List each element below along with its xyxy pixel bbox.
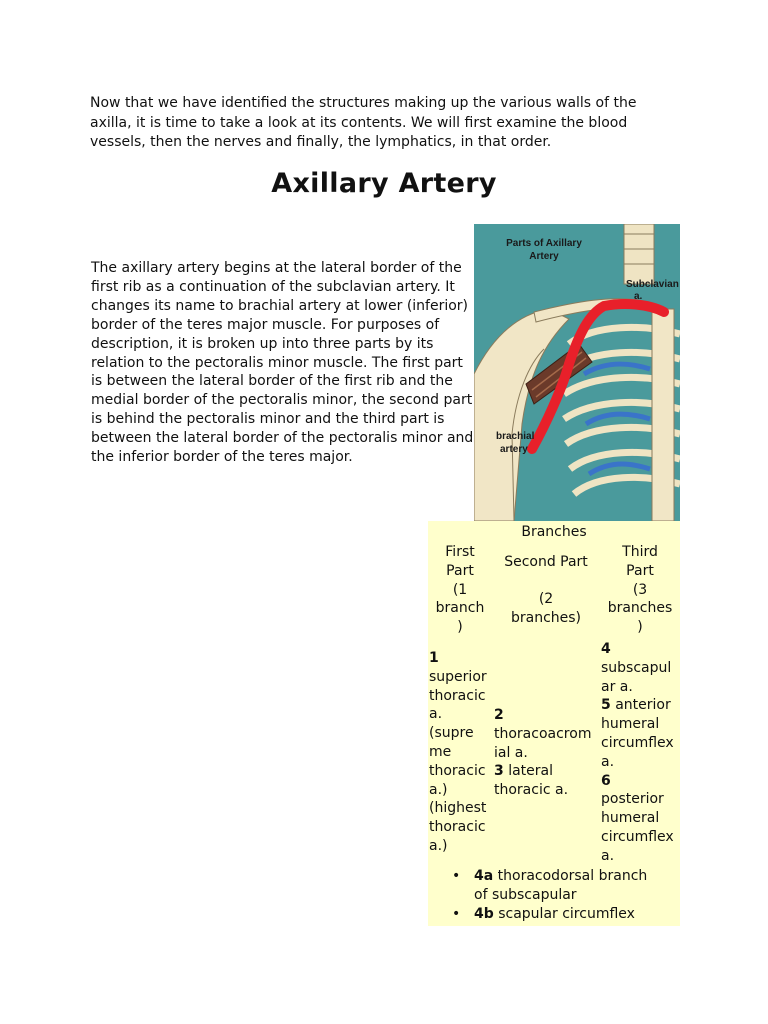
label-brachial-line1: brachial [496, 431, 535, 442]
second-part-branches: 2 thoracoacrom ial a. 3 lateral thoracic a. [494, 707, 592, 799]
first-part-branches: 1 superior thoracic a. (supre me thoracic a.) (highest thoracic a.) [429, 650, 487, 854]
figure-title-line1: Parts of Axillary [506, 238, 582, 249]
header-third-part: Third Part (3 branches ) [607, 544, 673, 636]
list-item: • 4b scapular circumflex [452, 905, 635, 922]
axillary-artery-illustration [474, 224, 680, 521]
subscapular-sub-branches [448, 867, 680, 923]
axillary-artery-description: The axillary artery begins at the lateral border of the first rib as a continuation of the subclavian artery. It changes its name to brachial artery at lower (inferior) border of the teres major muscle. For purposes of description, it is broken up into three parts by its relation to the pectoralis minor muscle. The first part is between the lateral border of the first rib and the medial border of the pectoralis minor, the second part is behind the pectoralis minor and the third part is between the lateral border of the pectoralis minor and the inferior border of the teres major. [91, 260, 474, 466]
page-title: Axillary Artery [271, 168, 497, 199]
branches-caption: Branches [521, 524, 587, 540]
third-part-branches: 4 subscapul ar a. 5 anterior humeral circumflex a. 6 posterior humeral circumflex a. [601, 641, 674, 864]
branches-table [428, 521, 680, 926]
bullet-icon: • [452, 905, 461, 922]
intro-paragraph: Now that we have identified the structures making up the various walls of the axilla, it is time to take a look at its contents. We will first examine the blood vessels, then the nerves and finally, the lymphatics, in that order. [90, 95, 637, 150]
list-item: • 4a thoracodorsal branch of subscapular [452, 868, 648, 903]
figure-title-line2: Artery [529, 251, 559, 262]
label-brachial-line2: artery [500, 444, 528, 455]
label-subclavian-line2: a. [634, 291, 643, 302]
bullet-icon: • [452, 868, 461, 884]
label-subclavian-line1: Subclavian [626, 279, 679, 290]
anatomy-drawing [474, 224, 680, 521]
header-second-part: Second Part (2 branches) [504, 554, 588, 626]
header-first-part: First Part (1 branch ) [435, 544, 485, 636]
